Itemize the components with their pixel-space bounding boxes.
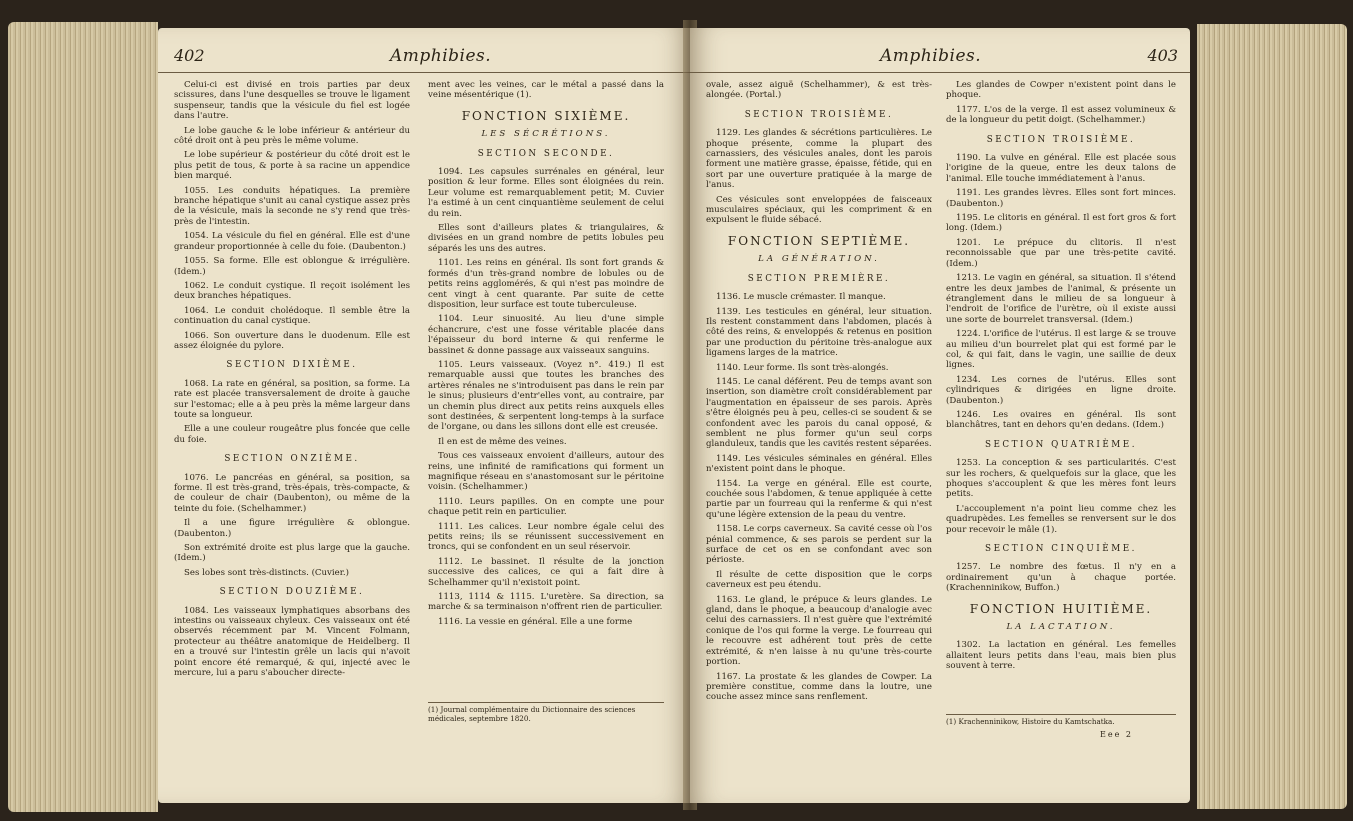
right-column-2	[946, 80, 1176, 705]
paragraph: 1177. L'os de la verge. Il est assez volumineux & de la longueur du petit doigt. (Schelhammer.)	[946, 104, 1176, 126]
paragraph: 1201. Le prépuce du clitoris. Il n'est reconnoissable que par une très-petite cavité. (Idem.)	[946, 237, 1176, 269]
paragraph: 1158. Le corps caverneux. Sa cavité cesse où l'os pénial commence, & ses parois se perdent sur la surface de cet os en se confondant avec son périoste.	[706, 524, 932, 566]
paragraph: 1054. La vésicule du fiel en général. Elle est d'une grandeur proportionnée à celle du foie. (Daubenton.)	[174, 231, 410, 252]
paragraph: ovale, assez aiguë (Schelhammer), & est très-alongée. (Portal.)	[706, 80, 932, 101]
paragraph: 1084. Les vaisseaux lymphatiques absorbans des intestins ou vaisseaux chyleux. Ces vaisseaux ont été observés récemment par M. Vincent Folmann, protecteur au théâtre anatomique de Heidelberg. Il en a trouvé sur l'intestin grêle un lacis qui n'avoit point encore été remarqué, & qui, injecté avec le mercure, lui a paru s'aboucher directe-	[174, 605, 410, 679]
function-subtitle: LES SÉCRÉTIONS.	[481, 129, 611, 140]
paragraph: 1066. Son ouverture dans le duodenum. Elle est assez éloignée du pylore.	[174, 330, 410, 351]
left-running-head	[158, 46, 690, 73]
left-column-2	[428, 80, 664, 692]
paragraph: Le lobe gauche & le lobe inférieur & antérieur du côté droit ont à peu près le même volume.	[174, 125, 410, 147]
paragraph: Ses lobes sont très-distincts. (Cuvier.)	[184, 567, 349, 578]
paragraph: 1055. Les conduits hépatiques. La première branche hépatique s'unit au canal cystique assez près de la vésicule, mais la seconde ne s'y rend que très-près de l'intestin.	[174, 185, 410, 227]
section-heading: SECTION DIXIÈME.	[226, 360, 358, 371]
signature-mark: Eee 2	[1100, 730, 1133, 739]
paragraph: Il en est de même des veines.	[438, 436, 567, 447]
paragraph: 1076. Le pancréas en général, sa position, sa forme. Il est très-grand, très-épais, très-compacte, & de couleur de chair (Daubenton), ou même de la teinte du foie. (Schelhammer.)	[174, 472, 410, 514]
paragraph: 1062. Le conduit cystique. Il reçoit isolément les deux branches hépatiques.	[174, 280, 410, 302]
paragraph: 1145. Le canal déférent. Peu de temps avant son insertion, son diamètre croît considérablement par l'augmentation en épaisseur de ses parois. Après s'être éloignés peu à peu, celles-ci se soudent & se confondent avec les parois du canal opposé, & semblent ne plus former qu'un seul corps glanduleux, tandis que les cavités restent séparées.	[706, 376, 932, 450]
section-heading: SECTION CINQUIÈME.	[985, 544, 1137, 555]
right-column-1	[706, 80, 932, 795]
section-heading: SECTION QUATRIÈME.	[984, 439, 1138, 450]
paragraph: 1257. Le nombre des fœtus. Il n'y en a ordinairement qu'un à chaque portée. (Krachenninikow, Buffon.)	[946, 562, 1176, 594]
left-column-1	[174, 80, 410, 795]
paragraph: 1224. L'orifice de l'utérus. Il est large & se trouve au milieu d'un bourrelet plat qui est formé par le col, & qui fait, dans le vagin, une saillie de deux lignes.	[946, 329, 1176, 371]
section-heading: SECTION TROISIÈME.	[744, 109, 894, 120]
paragraph: Son extrémité droite est plus large que la gauche. (Idem.)	[174, 543, 410, 564]
paragraph: 1302. La lactation en général. Les femelles allaitent leurs petits dans l'eau, mais bien plus souvent à terre.	[946, 640, 1176, 672]
paragraph: Il résulte de cette disposition que le corps caverneux est peu étendu.	[706, 569, 932, 591]
function-subtitle: LA LACTATION.	[1006, 622, 1116, 633]
section-heading: SECTION TROISIÈME.	[986, 134, 1136, 145]
section-heading: SECTION DOUZIÈME.	[219, 587, 365, 598]
function-subtitle: LA GÉNÉRATION.	[758, 254, 880, 265]
section-heading: SECTION PREMIÈRE.	[747, 273, 891, 284]
left-page-edges	[8, 22, 158, 812]
right-footnote: (1) Krachenninikow, Histoire du Kamtschatka.	[946, 714, 1176, 727]
paragraph: 1191. Les grandes lèvres. Elles sont fort minces. (Daubenton.)	[946, 188, 1176, 209]
paragraph: Tous ces vaisseaux envoient d'ailleurs, autour des reins, une infinité de ramifications qui forment un magnifique réseau en s'anastomosant sur le péritoine voisin. (Schelhammer.)	[428, 451, 664, 493]
paragraph: 1094. Les capsules surrénales en général, leur position & leur forme. Elles sont éloignées du rein. Leur volume est remarquablement petit; M. Cuvier l'a estimé à un cent cinquantième seulement de celui du rein.	[428, 167, 664, 219]
paragraph: Le lobe supérieur & postérieur du côté droit est le plus petit de tous, & porte à sa racine un appendice bien marqué.	[174, 150, 410, 182]
paragraph: 1139. Les testicules en général, leur situation. Ils restent constamment dans l'abdomen, placés à côté des reins, & enveloppés & retenus en position par une production du péritoine très-analogue aux ligamens larges de la matrice.	[706, 306, 932, 359]
paragraph: 1112. Le bassinet. Il résulte de la jonction successive des calices, ce qui a fait dire à Schelhammer qu'il n'existoit point.	[428, 556, 664, 588]
left-running-title: Amphibies.	[390, 46, 492, 66]
section-heading: SECTION SECONDE.	[477, 148, 615, 159]
paragraph: 1213. Le vagin en général, sa situation. Il s'étend entre les deux jambes de l'animal, & présente un étranglement dans le milieu de sa longueur à l'endroit de l'orifice de l'urètre, où il existe aussi une sorte de bourrelet transversal. (Idem.)	[946, 273, 1176, 325]
paragraph: 1111. Les calices. Leur nombre égale celui des petits reins; ils se réunissent successivement en troncs, qui se confondent en un seul réservoir.	[428, 521, 664, 553]
function-heading: FONCTION HUITIÈME.	[969, 601, 1153, 616]
right-running-head	[690, 46, 1190, 73]
right-page-number: 403	[1147, 46, 1178, 65]
paragraph: 1253. La conception & ses particularités. C'est sur les rochers, & quelquefois sur la glace, que les phoques s'accouplent & que les mères font leurs petits.	[946, 458, 1176, 500]
paragraph: 1129. Les glandes & sécrétions particulières. Le phoque présente, comme la plupart des carnassiers, des vésicules anales, dont les parois forment une matière grasse, épaisse, fétide, qui en sort par une ouverture pratiquée à la marge de l'anus.	[706, 128, 932, 191]
paragraph: 1068. La rate en général, sa position, sa forme. La rate est placée transversalement de droite à gauche sur l'estomac; elle a à peu près la même largeur dans toute sa longueur.	[174, 378, 410, 420]
paragraph: 1110. Leurs papilles. On en compte une pour chaque petit rein en particulier.	[428, 496, 664, 518]
paragraph: L'accouplement n'a point lieu comme chez les quadrupèdes. Les femelles se renversent sur le dos pour recevoir le mâle (1).	[946, 503, 1176, 535]
paragraph: 1055. Sa forme. Elle est oblongue & irrégulière. (Idem.)	[174, 256, 410, 277]
paragraph: 1149. Les vésicules séminales en général. Elles n'existent point dans le phoque.	[706, 453, 932, 475]
function-heading: FONCTION SEPTIÈME.	[727, 233, 911, 248]
paragraph: Elles sont d'ailleurs plates & triangulaires, & divisées en un grand nombre de petits lobules peu séparés les uns des autres.	[428, 223, 664, 254]
paragraph: 1064. Le conduit cholédoque. Il semble être la continuation du canal cystique.	[174, 305, 410, 327]
left-page	[158, 28, 690, 803]
paragraph: 1190. La vulve en général. Elle est placée sous l'origine de la queue, entre les deux talons de l'animal. Elle touche immédiatement à l'anus.	[946, 153, 1176, 184]
right-page	[690, 28, 1190, 803]
paragraph: 1136. Le muscle crémaster. Il manque.	[716, 292, 886, 303]
paragraph: 1167. La prostate & les glandes de Cowper. La première constitue, comme dans la loutre, une couche assez mince sans renflement.	[706, 671, 932, 703]
left-page-number: 402	[174, 46, 205, 65]
paragraph: 1234. Les cornes de l'utérus. Elles sont cylindriques & dirigées en ligne droite. (Daubenton.)	[946, 374, 1176, 406]
paragraph: Elle a une couleur rougeâtre plus foncée que celle du foie.	[174, 424, 410, 445]
paragraph: 1154. La verge en général. Elle est courte, couchée sous l'abdomen, & tenue appliquée à cette partie par un fourreau qui la renferme & qui n'est qu'une légère extension de la peau du ventre.	[706, 478, 932, 520]
paragraph: 1140. Leur forme. Ils sont très-alongés.	[716, 362, 889, 373]
paragraph: Celui-ci est divisé en trois parties par deux scissures, dans l'une desquelles se trouve le ligament suspenseur, tandis que la vésicule du fiel est logée dans l'autre.	[174, 80, 410, 122]
paragraph: Ces vésicules sont enveloppées de faisceaux musculaires spéciaux, qui les compriment & en expulsent le fluide sébacé.	[706, 194, 932, 226]
paragraph: 1113, 1114 & 1115. L'uretère. Sa direction, sa marche & sa terminaison n'offrent rien de particulier.	[428, 592, 664, 613]
section-heading: SECTION ONZIÈME.	[224, 454, 360, 465]
paragraph: ment avec les veines, car le métal a passé dans la veine mésentérique (1).	[428, 80, 664, 101]
paragraph: Il a une figure irrégulière & oblongue. (Daubenton.)	[174, 518, 410, 539]
right-running-title: Amphibies.	[880, 46, 982, 66]
paragraph: 1104. Leur sinuosité. Au lieu d'une simple échancrure, c'est une fosse véritable placée dans l'épaisseur du bord interne & qui renferme le bassinet & donne passage aux vaisseaux sanguins.	[428, 314, 664, 356]
paragraph: 1116. La vessie en général. Elle a une forme	[438, 616, 633, 627]
function-heading: FONCTION SIXIÈME.	[461, 108, 631, 123]
right-page-edges	[1197, 24, 1347, 809]
paragraph: 1246. Les ovaires en général. Ils sont blanchâtres, tant en dehors qu'en dedans. (Idem.)	[946, 409, 1176, 431]
paragraph: Les glandes de Cowper n'existent point dans le phoque.	[946, 80, 1176, 101]
paragraph: 1195. Le clitoris en général. Il est fort gros & fort long. (Idem.)	[946, 213, 1176, 234]
paragraph: 1163. Le gland, le prépuce & leurs glandes. Le gland, dans le phoque, a beaucoup d'analogie avec celui des carnassiers. Il n'est guère que l'extrémité conique de l'os qui forme la verge. Le fourreau qui le recouvre est adhérent tout près de cette extrémité, & n'en laisse à nu qu'une très-courte portion.	[706, 594, 932, 668]
paragraph: 1101. Les reins en général. Ils sont fort grands & formés d'un très-grand nombre de lobules ou de petits reins agglomérés, & qui n'est pas moindre de cent vingt à cent quarante. Par suite de cette disposition, leur surface est toute tuberculeuse.	[428, 258, 664, 310]
paragraph: 1105. Leurs vaisseaux. (Voyez n°. 419.) Il est remarquable aussi que toutes les branches des artères rénales ne s'introduisent pas dans le rein par le sinus; plusieurs d'entr'elles vont, au contraire, par un chemin plus direct aux petits reins auxquels elles sont destinées, & serpentent long-temps à la surface de l'organe, ou dans les sillons dont elle est creusée.	[428, 359, 664, 433]
left-footnote: (1) Journal complémentaire du Dictionnaire des sciences médicales, septembre 1820.	[428, 702, 664, 723]
